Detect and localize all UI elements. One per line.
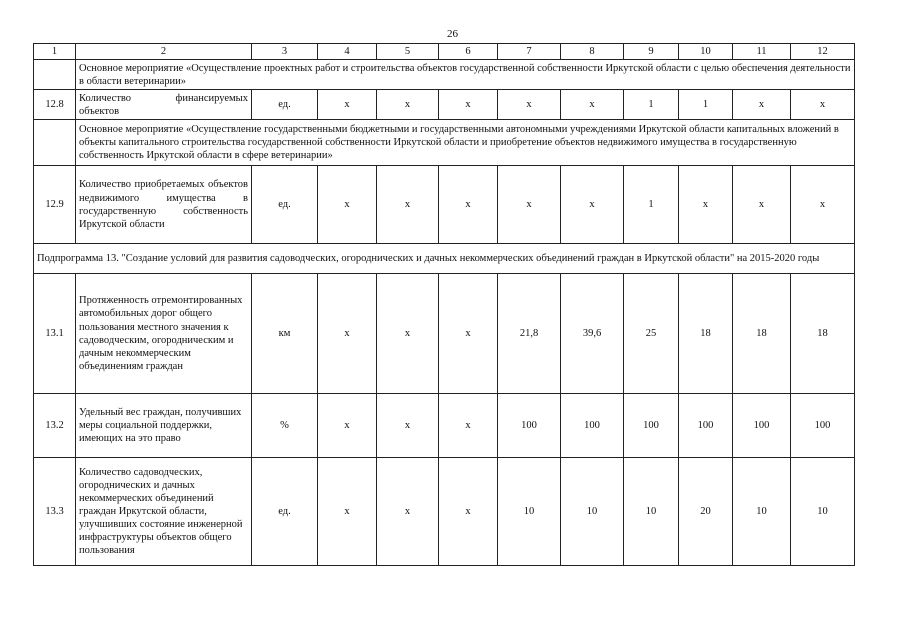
col-header: 9	[624, 44, 679, 60]
value-cell: х	[791, 90, 855, 120]
column-numbers-row	[34, 44, 855, 60]
col-header: 8	[561, 44, 624, 60]
value-cell: 10	[733, 458, 791, 566]
table-row	[34, 394, 855, 458]
value-cell: х	[733, 90, 791, 120]
table-row	[34, 166, 855, 244]
col-header: 5	[377, 44, 439, 60]
value-cell: х	[318, 394, 377, 458]
value-cell: х	[377, 458, 439, 566]
col-header: 7	[498, 44, 561, 60]
col-header: 11	[733, 44, 791, 60]
indicators-table	[33, 43, 855, 566]
col-header: 6	[439, 44, 498, 60]
col-header: 3	[252, 44, 318, 60]
col-header: 12	[791, 44, 855, 60]
value-cell: х	[377, 274, 439, 394]
value-cell: х	[498, 90, 561, 120]
value-cell: х	[561, 90, 624, 120]
value-cell: 10	[498, 458, 561, 566]
subprogram-row	[34, 244, 855, 274]
table-row	[34, 274, 855, 394]
value-cell: х	[498, 166, 561, 244]
value-cell: х	[377, 90, 439, 120]
indicator-name: Количество приобретаемых объектов недвижимого имущества в государственную собственность Иркутской области	[76, 166, 252, 244]
col-header: 4	[318, 44, 377, 60]
subprogram-title: Подпрограмма 13. "Создание условий для развития садоводческих, огороднических и дачных некоммерческих объединений граждан в Иркутской области" на 2015-2020 годы	[34, 244, 855, 274]
value-cell: 18	[679, 274, 733, 394]
col-header: 1	[34, 44, 76, 60]
page-number: 26	[447, 28, 458, 40]
value-cell: х	[439, 274, 498, 394]
value-cell: 10	[561, 458, 624, 566]
value-cell: 1	[624, 90, 679, 120]
value-cell: х	[318, 458, 377, 566]
value-cell: х	[439, 166, 498, 244]
empty-cell	[34, 60, 76, 90]
value-cell: 1	[624, 166, 679, 244]
value-cell: 10	[791, 458, 855, 566]
empty-cell	[34, 120, 76, 166]
value-cell: 1	[679, 90, 733, 120]
section-row	[34, 60, 855, 90]
value-cell: 18	[733, 274, 791, 394]
value-cell: 100	[679, 394, 733, 458]
table-row	[34, 458, 855, 566]
value-cell: х	[377, 166, 439, 244]
value-cell: х	[439, 394, 498, 458]
unit-cell: %	[252, 394, 318, 458]
section-row	[34, 120, 855, 166]
value-cell: 100	[624, 394, 679, 458]
value-cell: 100	[498, 394, 561, 458]
value-cell: х	[318, 274, 377, 394]
unit-cell: км	[252, 274, 318, 394]
value-cell: х	[439, 90, 498, 120]
row-number: 13.2	[34, 394, 76, 458]
value-cell: х	[318, 166, 377, 244]
value-cell: 100	[561, 394, 624, 458]
value-cell: х	[561, 166, 624, 244]
value-cell: х	[791, 166, 855, 244]
table-row	[34, 90, 855, 120]
value-cell: х	[318, 90, 377, 120]
value-cell: 10	[624, 458, 679, 566]
value-cell: 20	[679, 458, 733, 566]
value-cell: 39,6	[561, 274, 624, 394]
value-cell: 21,8	[498, 274, 561, 394]
row-number: 13.1	[34, 274, 76, 394]
indicator-name: Количество садоводческих, огороднических и дачных некоммерческих объединений граждан Иркутской области, улучшивших состояние инженерной инфраструктуры объектов общего пользования	[76, 458, 252, 566]
indicator-name: Удельный вес граждан, получивших меры социальной поддержки, имеющих на это право	[76, 394, 252, 458]
value-cell: х	[439, 458, 498, 566]
value-cell: 100	[733, 394, 791, 458]
row-number: 12.8	[34, 90, 76, 120]
row-number: 12.9	[34, 166, 76, 244]
value-cell: 18	[791, 274, 855, 394]
value-cell: х	[377, 394, 439, 458]
unit-cell: ед.	[252, 166, 318, 244]
value-cell: х	[679, 166, 733, 244]
indicator-name: Количество финансируемых объектов	[76, 90, 252, 120]
section-title: Основное мероприятие «Осуществление государственными бюджетными и государственными автономными учреждениями Иркутской области капитальных вложений в объекты капитального строительства государственной собственности Иркутской области и приобретение объектов недвижимого имущества в государственную собственность Иркутской области в сфере ветеринарии»	[76, 120, 855, 166]
indicator-name: Протяженность отремонтированных автомобильных дорог общего пользования местного значения к садоводческим, огородническим и дачным некоммерческим объединениям граждан	[76, 274, 252, 394]
section-title: Основное мероприятие «Осуществление проектных работ и строительства объектов государственной собственности Иркутской области с целью обеспечения деятельности в области ветеринарии»	[76, 60, 855, 90]
col-header: 10	[679, 44, 733, 60]
value-cell: х	[733, 166, 791, 244]
col-header: 2	[76, 44, 252, 60]
unit-cell: ед.	[252, 458, 318, 566]
value-cell: 25	[624, 274, 679, 394]
unit-cell: ед.	[252, 90, 318, 120]
row-number: 13.3	[34, 458, 76, 566]
value-cell: 100	[791, 394, 855, 458]
